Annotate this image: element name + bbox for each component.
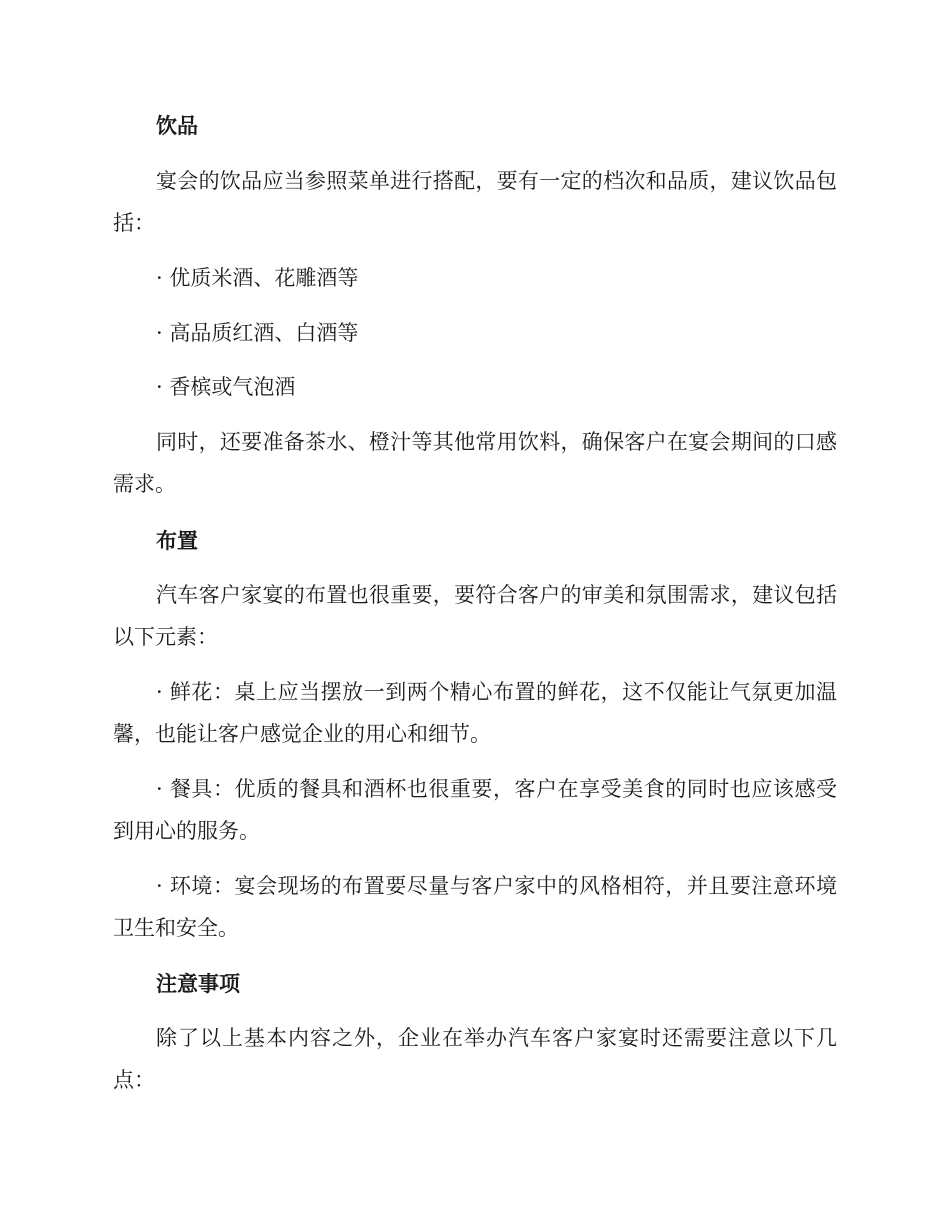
layout-item-tableware: · 餐具：优质的餐具和酒杯也很重要，客户在享受美食的同时也应该感受到用心的服务。 <box>113 777 837 843</box>
layout-item-environment: · 环境：宴会现场的布置要尽量与客户家中的风格相符，并且要注意环境卫生和安全。 <box>113 874 837 940</box>
notes-intro-paragraph: 除了以上基本内容之外，企业在举办汽车客户家宴时还需要注意以下几点： <box>113 1026 837 1092</box>
drinks-item-champagne: · 香槟或气泡酒 <box>156 375 296 399</box>
section-heading-drinks: 饮品 <box>156 114 198 138</box>
drinks-outro-paragraph: 同时，还要准备茶水、橙汁等其他常用饮料，确保客户在宴会期间的口感需求。 <box>113 430 837 496</box>
layout-item-flowers: · 鲜花：桌上应当摆放一到两个精心布置的鲜花，这不仅能让气氛更加温馨，也能让客户感觉企业的用心和细节。 <box>113 680 837 746</box>
drinks-item-wine: · 高品质红酒、白酒等 <box>156 321 359 345</box>
drinks-item-rice-wine: · 优质米酒、花雕酒等 <box>156 266 359 290</box>
drinks-intro-paragraph: 宴会的饮品应当参照菜单进行搭配，要有一定的档次和品质，建议饮品包括： <box>113 169 837 235</box>
layout-intro-paragraph: 汽车客户家宴的布置也很重要，要符合客户的审美和氛围需求，建议包括以下元素： <box>113 583 837 649</box>
section-heading-notes: 注意事项 <box>156 972 240 996</box>
section-heading-layout: 布置 <box>156 529 198 553</box>
